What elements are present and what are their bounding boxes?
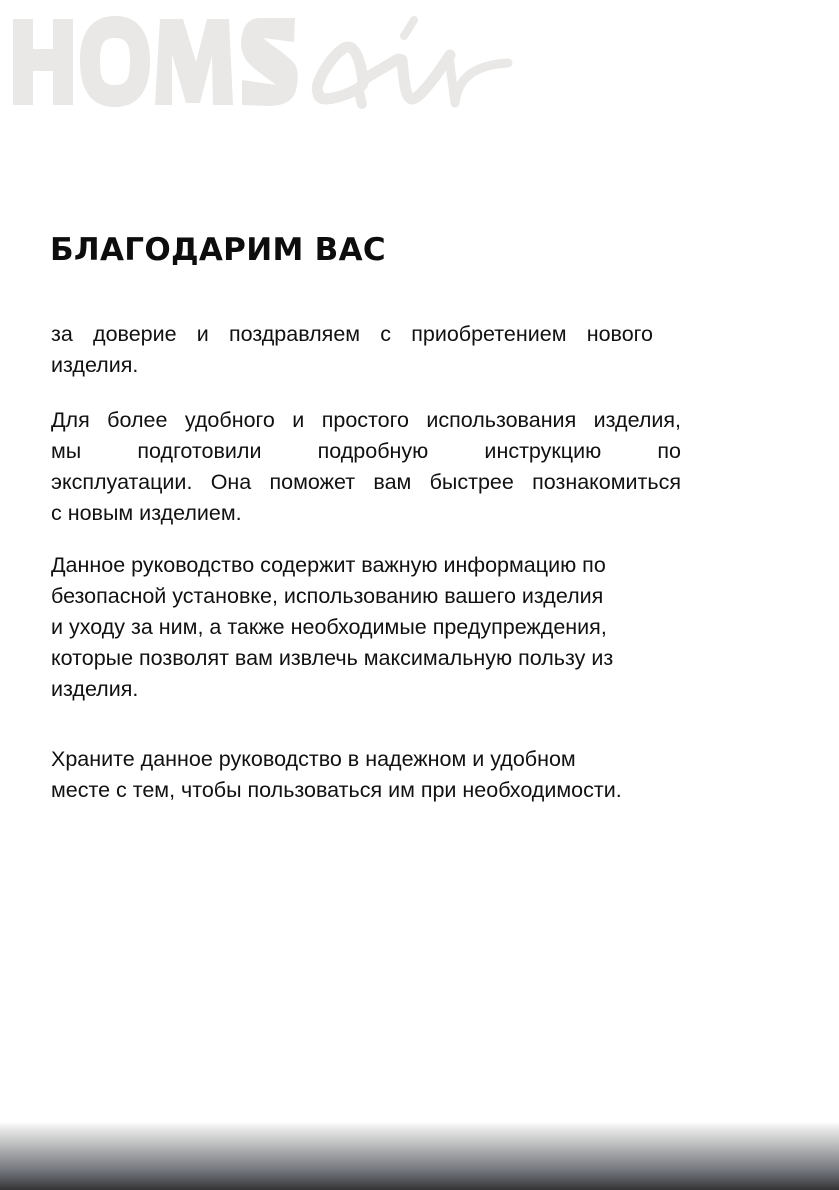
- text-line: безопасной установке, использованию вашего изделия: [51, 584, 604, 608]
- text-line: мы подготовили подробную инструкцию по: [51, 439, 681, 463]
- text-line: за доверие и поздравляем с приобретением нового: [51, 322, 653, 346]
- text-line: изделия.: [51, 353, 139, 377]
- text-line: и уходу за ним, а также необходимые предупреждения,: [51, 615, 607, 639]
- text-line: месте с тем, чтобы пользоваться им при необходимости.: [51, 778, 622, 802]
- paragraph-manual-contents: [51, 550, 681, 705]
- paragraph-keep-manual: [51, 744, 681, 806]
- footer-gradient-band: [0, 1122, 839, 1190]
- paragraph-thanks: [51, 319, 681, 381]
- text-line: с новым изделием.: [51, 501, 242, 525]
- text-line: изделия.: [51, 677, 139, 701]
- text-line: Данное руководство содержит важную информацию по: [51, 553, 606, 577]
- paragraph-instructions: [51, 405, 681, 529]
- text-line: Храните данное руководство в надежном и удобном: [51, 747, 576, 771]
- homs-air-logo: [0, 0, 839, 120]
- text-line: эксплуатации. Она поможет вам быстрее познакомиться: [51, 470, 681, 494]
- text-line: которые позволят вам извлечь максимальную пользу из: [51, 646, 614, 670]
- page-heading: БЛАГОДАРИМ ВАС: [50, 232, 386, 268]
- text-line: Для более удобного и простого использования изделия,: [51, 408, 681, 432]
- logo-graphic: [0, 0, 839, 120]
